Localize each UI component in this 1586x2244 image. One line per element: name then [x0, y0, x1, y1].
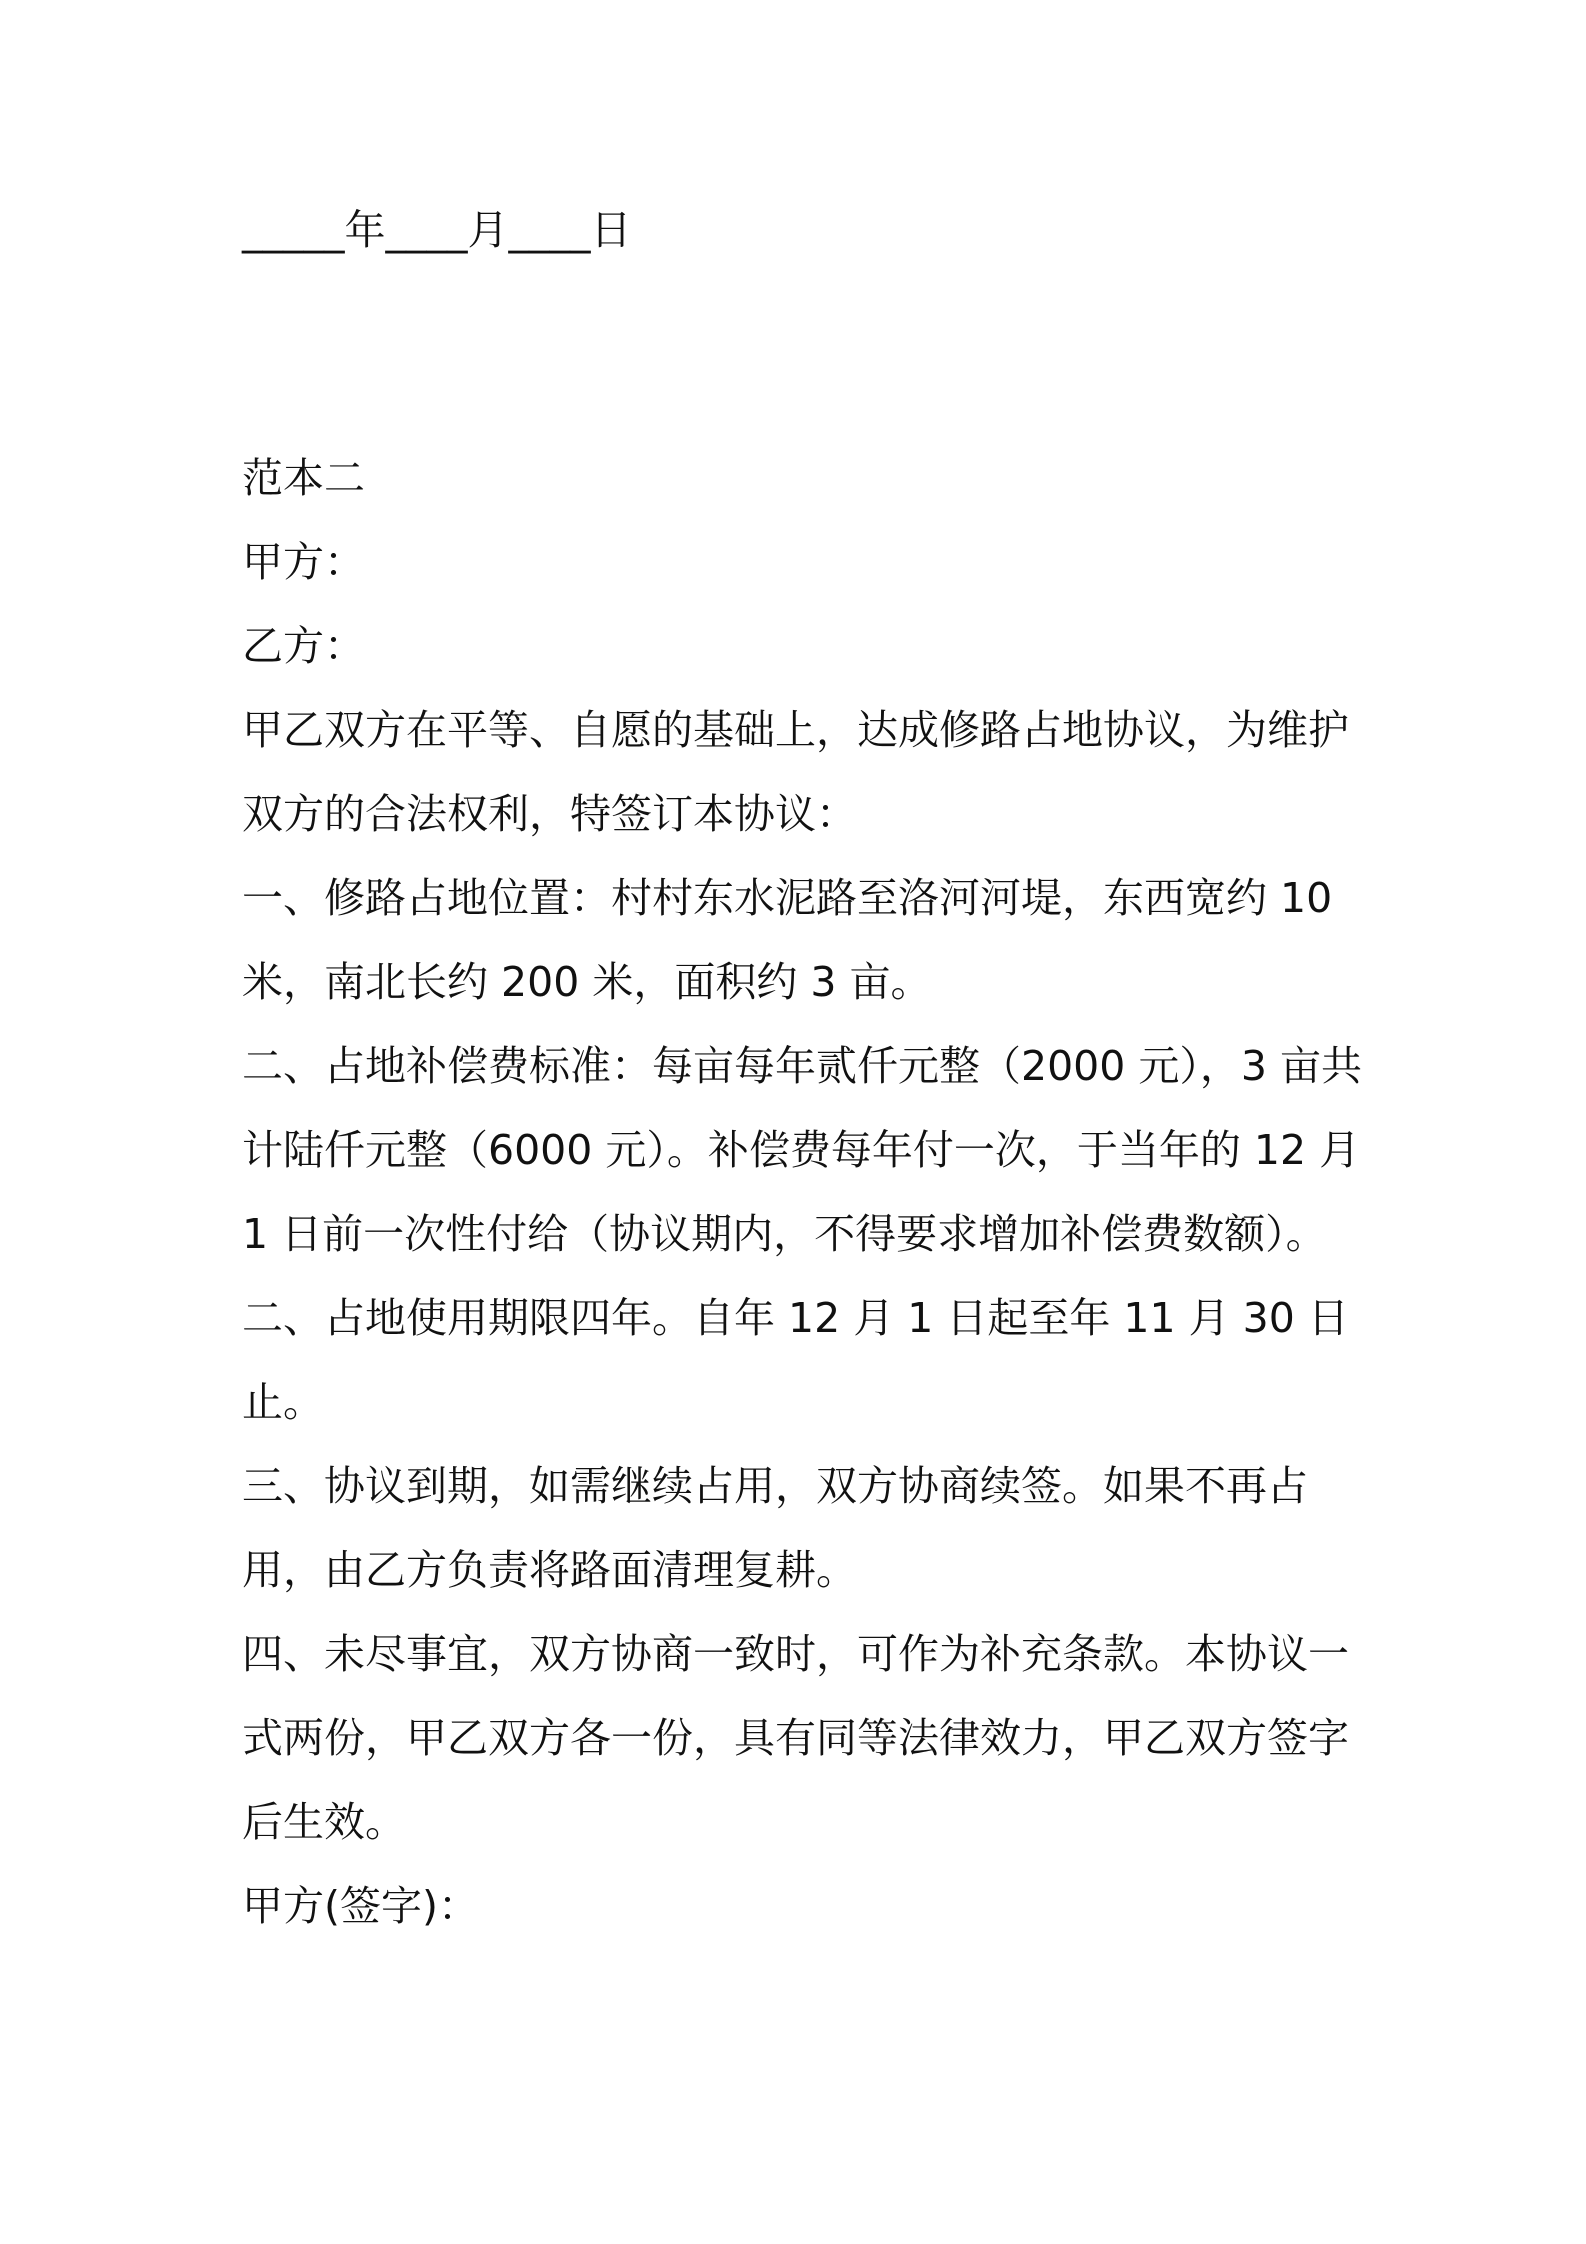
paragraph-clause-4: 三、协议到期，如需继续占用，双方协商续签。如果不再占用，由乙方负责将路面清理复耕。: [242, 1462, 1308, 1594]
signature-party-a: 甲方(签字)：: [242, 1882, 479, 1930]
paragraph-clause-1: 一、修路占地位置：村村东水泥路至洛河河堤，东西宽约 10 米，南北长约 200 米，面积约 3 亩。: [242, 874, 1346, 1006]
paragraph-clause-3: 二、占地使用期限四年。自年 12 月 1 日起至年 11 月 30 日止。: [242, 1294, 1349, 1426]
section-title: 范本二: [242, 454, 365, 502]
date-line: _____年____月____日: [242, 206, 632, 254]
paragraph-clause-5: 四、未尽事宜，双方协商一致时，可作为补充条款。本协议一式两份，甲乙双方各一份，具有同等法律效力，甲乙双方签字后生效。: [242, 1630, 1349, 1846]
paragraph-intro: 甲乙双方在平等、自愿的基础上，达成修路占地协议，为维护双方的合法权利，特签订本协议：: [242, 706, 1349, 838]
party-a-label: 甲方：: [242, 538, 365, 586]
party-b-label: 乙方：: [242, 622, 365, 670]
document-body: [242, 436, 1374, 1948]
paragraph-clause-2: 二、占地补偿费标准：每亩每年贰仟元整（2000 元），3 亩共计陆仟元整（6000 元）。补偿费每年付一次，于当年的 12 月 1 日前一次性付给（协议期内，不得要求增加补偿费数额）。: [242, 1042, 1374, 1258]
